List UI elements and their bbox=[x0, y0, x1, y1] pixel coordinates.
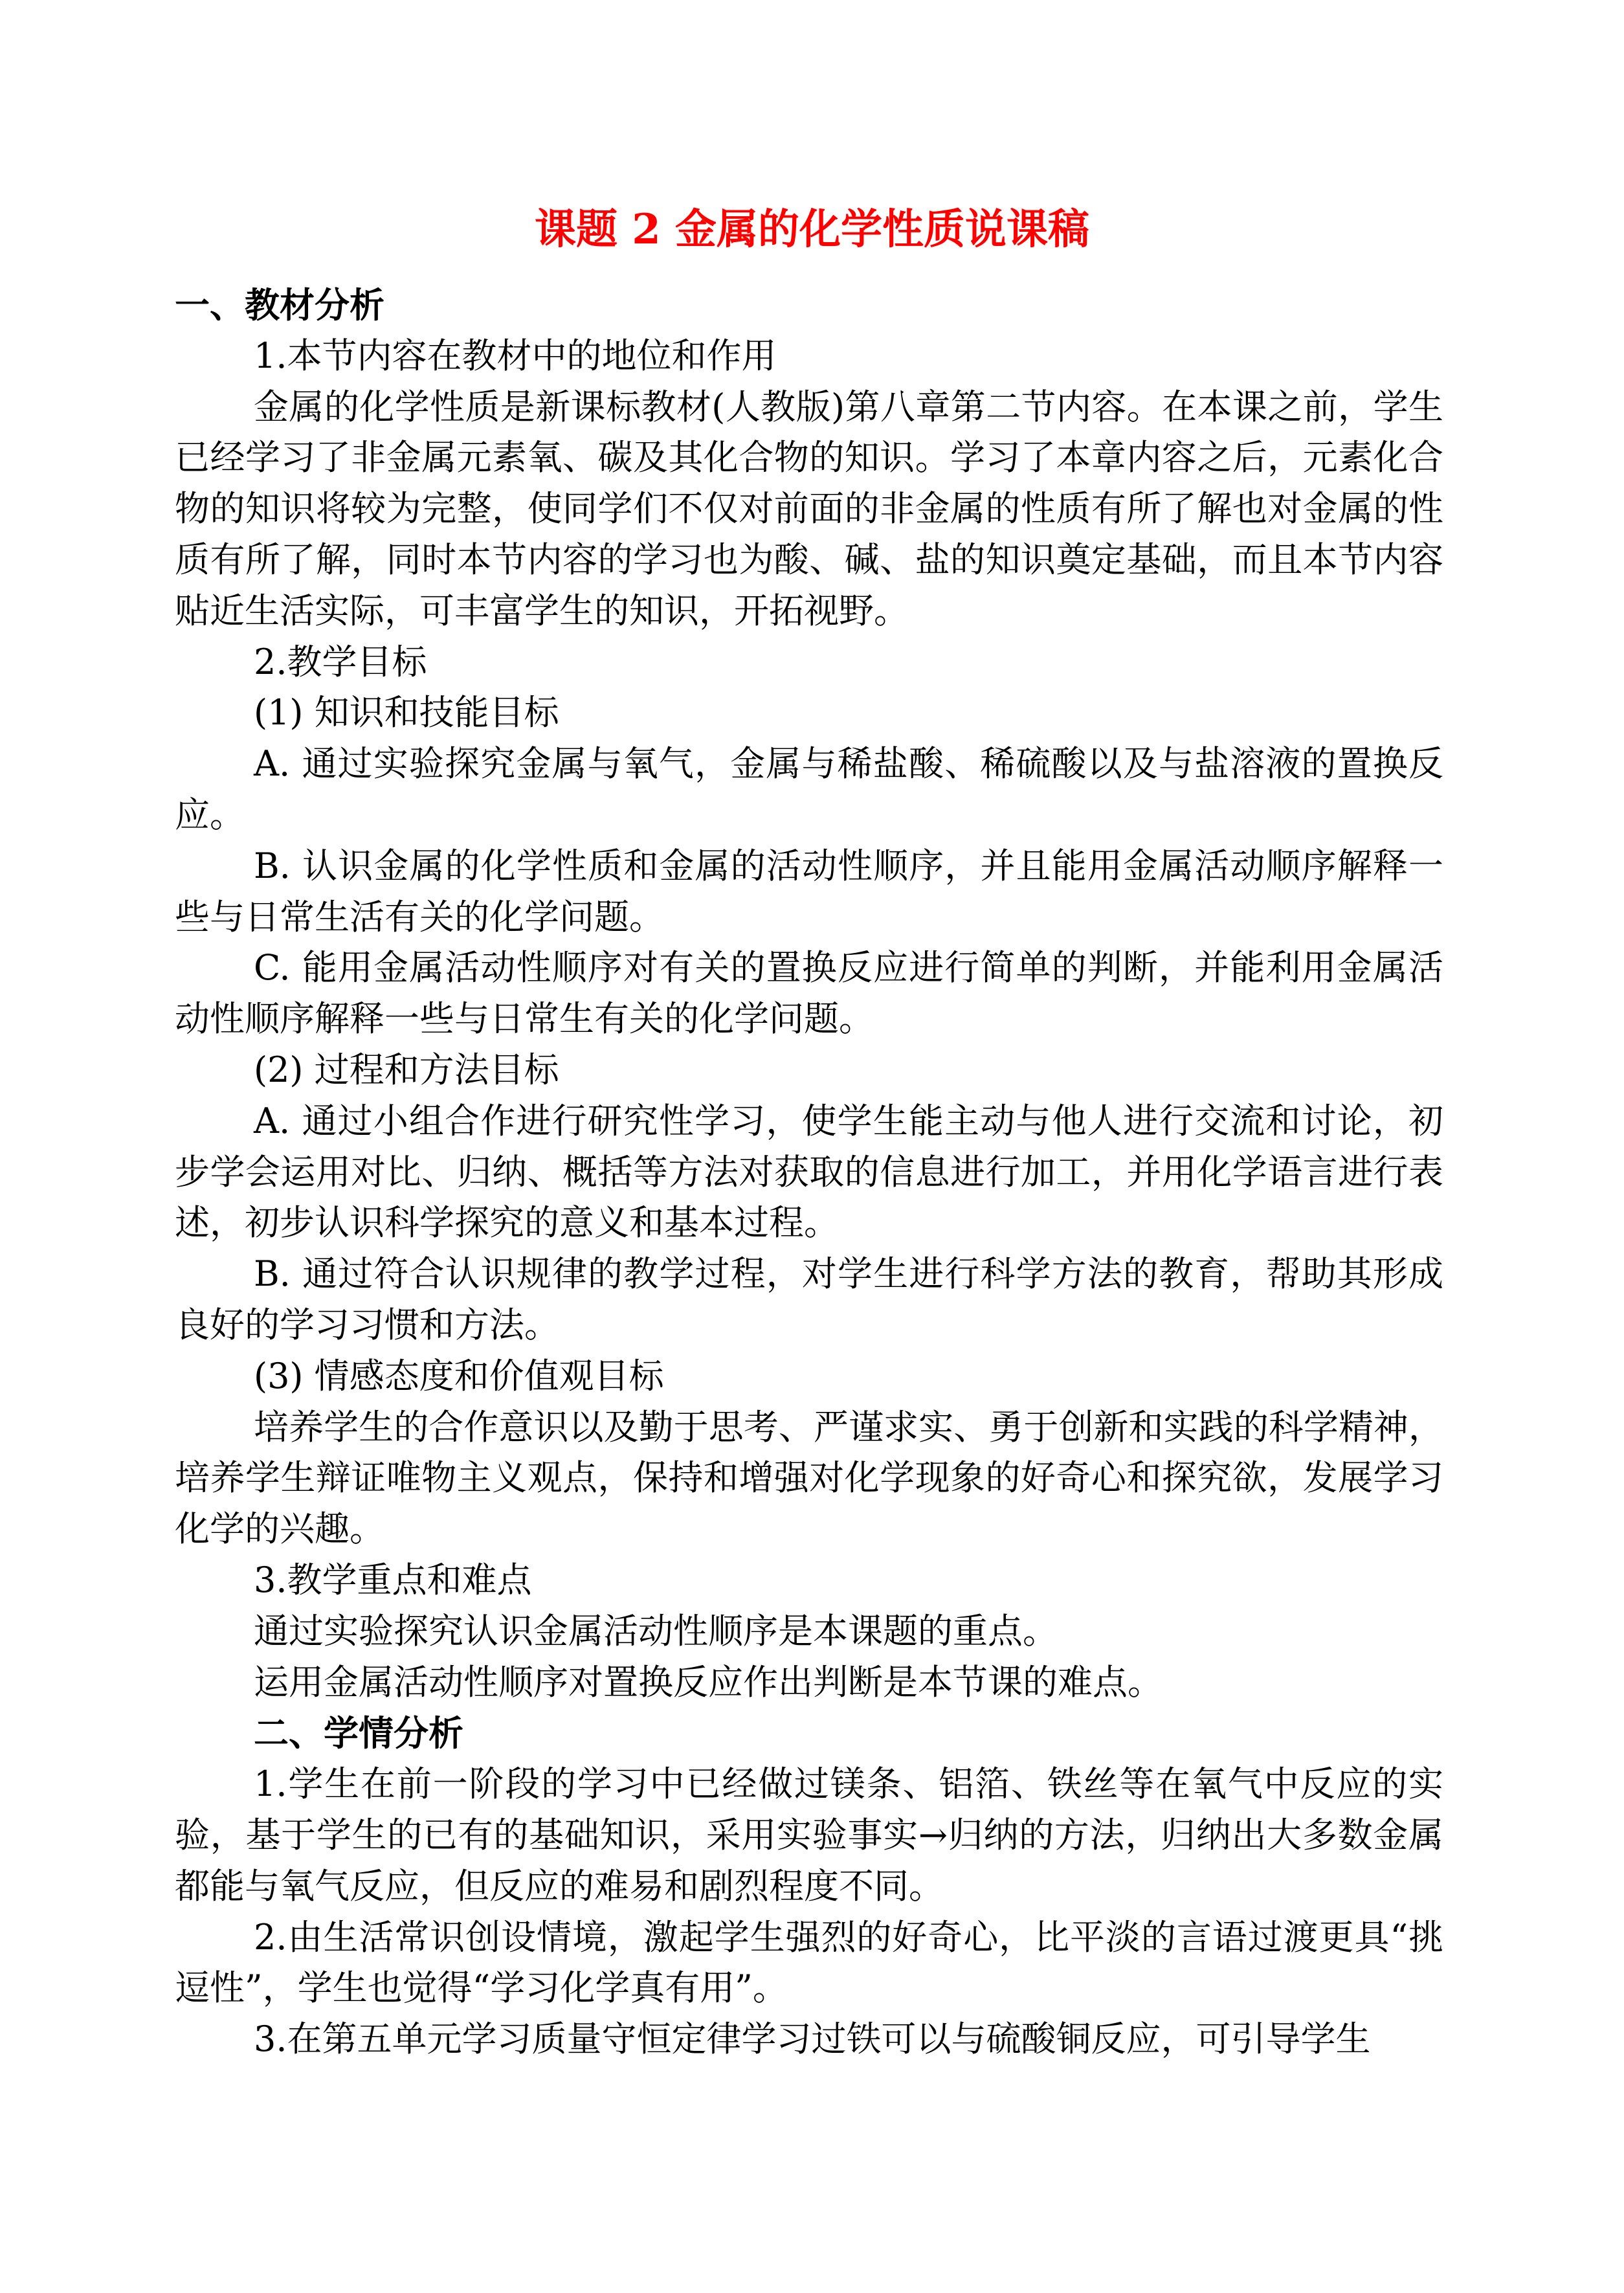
paragraph-difficult-point: 运用金属活动性顺序对置换反应作出判断是本节课的难点。 bbox=[254, 1661, 1162, 1703]
paragraph-attitude-values: 培养学生的合作意识以及勤于思考、严谨求实、勇于创新和实践的科学精神，培养学生辩证唯物主义观点，保持和增强对化学现象的好奇心和探究欲，发展学习化学的兴趣。 bbox=[175, 1406, 1443, 1550]
paragraph-content-position: 金属的化学性质是新课标教材(人教版)第八章第二节内容。在本课之前，学生已经学习了非金属元素氧、碳及其化合物的知识。学习了本章内容之后，元素化合物的知识将较为完整，使同学们不仅对前面的非金属的性质有所了解也对金属的性质有所了解，同时本节内容的学习也为酸、碱、盐的知识奠定基础，而且本节内容贴近生活实际，可丰富学生的知识，开拓视野。 bbox=[175, 386, 1443, 631]
paragraph-key-point: 通过实验探究认识金属活动性顺序是本课题的重点。 bbox=[254, 1610, 1058, 1651]
objective-item-a2: A. 通过小组合作进行研究性学习，使学生能主动与他人进行交流和讨论，初步学会运用对比、归纳、概括等方法对获取的信息进行加工，并用化学语言进行表述，初步认识科学探究的意义和基本过程。 bbox=[175, 1100, 1443, 1244]
subheading-position-and-role: 1.本节内容在教材中的地位和作用 bbox=[254, 335, 777, 376]
subheading-knowledge-skills: (1) 知识和技能目标 bbox=[254, 692, 559, 733]
objective-item-b1: B. 认识金属的化学性质和金属的活动性顺序，并且能用金属活动顺序解释一些与日常生活有关的化学问题。 bbox=[175, 845, 1443, 937]
learner-analysis-item-1: 1.学生在前一阶段的学习中已经做过镁条、铝箔、铁丝等在氧气中反应的实验，基于学生的已有的基础知识，采用实验事实→归纳的方法，归纳出大多数金属都能与氧气反应，但反应的难易和剧烈程度不同。 bbox=[175, 1763, 1443, 1907]
document-title: 课题 2 金属的化学性质说课稿 bbox=[534, 205, 1090, 254]
objective-item-a1: A. 通过实验探究金属与氧气，金属与稀盐酸、稀硫酸以及与盐溶液的置换反应。 bbox=[175, 743, 1443, 835]
section-heading-textbook-analysis: 一、教材分析 bbox=[175, 284, 384, 326]
subheading-teaching-objectives: 2.教学目标 bbox=[254, 641, 427, 682]
subheading-attitude-values: (3) 情感态度和价值观目标 bbox=[254, 1355, 664, 1396]
learner-analysis-item-2: 2.由生活常识创设情境，激起学生强烈的好奇心，比平淡的言语过渡更具“挑逗性”，学生也觉得“学习化学真有用”。 bbox=[175, 1916, 1443, 2009]
objective-item-c1: C. 能用金属活动性顺序对有关的置换反应进行简单的判断，并能利用金属活动性顺序解释一些与日常生有关的化学问题。 bbox=[175, 947, 1443, 1040]
learner-analysis-item-3: 3.在第五单元学习质量守恒定律学习过铁可以与硫酸铜反应，可引导学生 bbox=[254, 2019, 1371, 2060]
section-heading-learner-analysis: 二、学情分析 bbox=[254, 1712, 463, 1754]
objective-item-b2: B. 通过符合认识规律的教学过程，对学生进行科学方法的教育，帮助其形成良好的学习习惯和方法。 bbox=[175, 1253, 1443, 1345]
document-body bbox=[175, 280, 1443, 2065]
subheading-key-difficult-points: 3.教学重点和难点 bbox=[254, 1559, 532, 1600]
subheading-process-methods: (2) 过程和方法目标 bbox=[254, 1049, 559, 1090]
